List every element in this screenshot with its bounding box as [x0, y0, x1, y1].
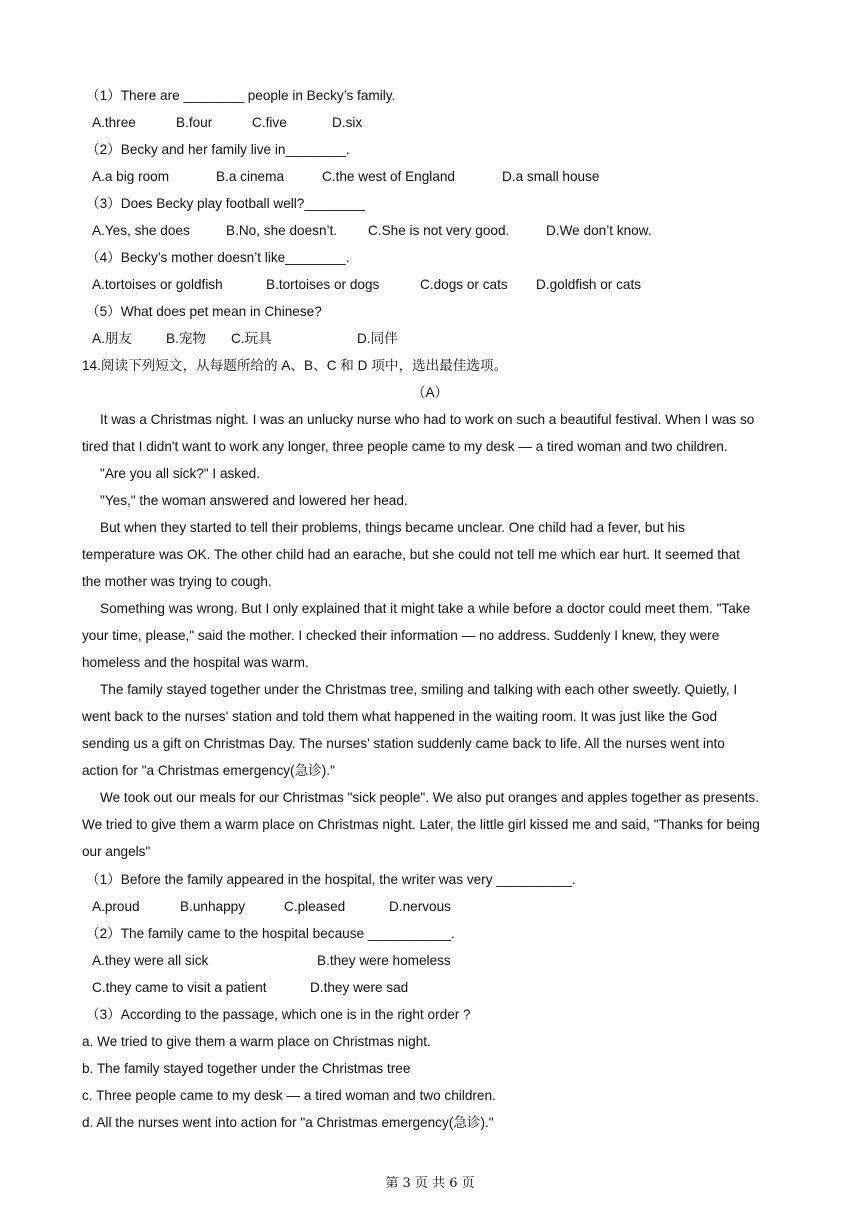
q1-option-d: D.six	[332, 115, 363, 130]
passage-line: sending us a gift on Christmas Day. The nurses' station suddenly came back to life. All the nurses went into	[82, 736, 725, 751]
order-item: a. We tried to give them a warm place on Christmas night.	[82, 1034, 431, 1049]
q1-option-c: C.five	[252, 115, 287, 130]
a-question-3-stem: （3）According to the passage, which one is in the right order ?	[86, 1007, 471, 1022]
q2-option-a: A.a big room	[92, 169, 170, 184]
question-5-stem: （5）What does pet mean in Chinese?	[86, 304, 322, 319]
order-item: c. Three people came to my desk — a tired woman and two children.	[82, 1088, 496, 1103]
a-q1-option-b: B.unhappy	[180, 899, 246, 914]
question-2-stem: （2）Becky and her family live in________.	[86, 142, 350, 157]
q5-option-a: A.朋友	[92, 331, 133, 346]
section-14-heading: 14.阅读下列短文，从每题所给的 A、B、C 和 D 项中，选出最佳选项。	[82, 358, 508, 373]
a-question-1-stem: （1）Before the family appeared in the hospital, the writer was very __________.	[86, 872, 576, 887]
a-q2-option-b: B.they were homeless	[317, 953, 451, 968]
passage-line: "Are you all sick?" I asked.	[100, 466, 261, 481]
passage-line: homeless and the hospital was warm.	[82, 655, 309, 670]
q4-option-d: D.goldfish or cats	[536, 277, 642, 292]
q1-option-a: A.three	[92, 115, 136, 130]
passage-line: Something was wrong. But I only explained that it might take a while before a doctor could meet them. "Take	[100, 601, 751, 616]
passage-line: The family stayed together under the Christmas tree, smiling and talking with each other sweetly. Quietly, I	[100, 682, 738, 697]
passage-line: But when they started to tell their problems, things became unclear. One child had a fever, but his	[100, 520, 685, 535]
passage-line: the mother was trying to cough.	[82, 574, 272, 589]
q3-option-b: B.No, she doesn’t.	[226, 223, 338, 238]
a-question-2-stem: （2）The family came to the hospital because ___________.	[86, 926, 455, 941]
passage-label: （A）	[411, 385, 449, 400]
q2-option-d: D.a small house	[502, 169, 600, 184]
a-q1-option-a: A.proud	[92, 899, 140, 914]
passage-line: It was a Christmas night. I was an unlucky nurse who had to work on such a beautiful festival. When I was so	[100, 412, 755, 427]
q4-option-c: C.dogs or cats	[420, 277, 508, 292]
q3-option-a: A.Yes, she does	[92, 223, 190, 238]
q2-option-c: C.the west of England	[322, 169, 455, 184]
a-q2-option-d: D.they were sad	[310, 980, 409, 995]
q3-option-c: C.She is not very good.	[368, 223, 510, 238]
q3-option-d: D.We don’t know.	[546, 223, 652, 238]
a-q2-option-c: C.they came to visit a patient	[92, 980, 267, 995]
passage-line: tired that I didn't want to work any longer, three people came to my desk — a tired woman and two children.	[82, 439, 728, 454]
question-4-stem: （4）Becky’s mother doesn’t like________.	[86, 250, 350, 265]
q5-option-d: D.同伴	[357, 331, 398, 346]
a-q1-option-c: C.pleased	[284, 899, 346, 914]
passage-line: your time, please," said the mother. I checked their information — no address. Suddenly I knew, they were	[82, 628, 720, 643]
a-q2-option-a: A.they were all sick	[92, 953, 209, 968]
passage-line: temperature was OK. The other child had an earache, but she could not tell me which ear hurt. It seemed that	[82, 547, 740, 562]
page-footer: 第 3 页 共 6 页	[385, 1176, 475, 1191]
question-3-stem: （3）Does Becky play football well?________	[86, 196, 365, 211]
passage-line: our angels"	[82, 844, 151, 859]
q5-option-b: B.宠物	[166, 331, 207, 346]
question-1-stem: （1）There are ________ people in Becky’s family.	[86, 88, 396, 103]
passage-line: "Yes," the woman answered and lowered her head.	[100, 493, 408, 508]
q4-option-b: B.tortoises or dogs	[266, 277, 380, 292]
q2-option-b: B.a cinema	[216, 169, 285, 184]
a-q1-option-d: D.nervous	[389, 899, 451, 914]
passage-line: We tried to give them a warm place on Christmas night. Later, the little girl kissed me and said, "Thanks for being	[82, 817, 760, 832]
order-item: d. All the nurses went into action for "a Christmas emergency(急诊)."	[82, 1115, 494, 1130]
q5-option-c: C.玩具	[231, 331, 272, 346]
passage-line: action for "a Christmas emergency(急诊)."	[82, 763, 335, 778]
q1-option-b: B.four	[176, 115, 213, 130]
passage-line: We took out our meals for our Christmas "sick people". We also put oranges and apples together as presents.	[100, 790, 759, 805]
order-item: b. The family stayed together under the Christmas tree	[82, 1061, 411, 1076]
passage-line: went back to the nurses' station and told them what happened in the waiting room. It was just like the God	[82, 709, 718, 724]
q4-option-a: A.tortoises or goldfish	[92, 277, 223, 292]
